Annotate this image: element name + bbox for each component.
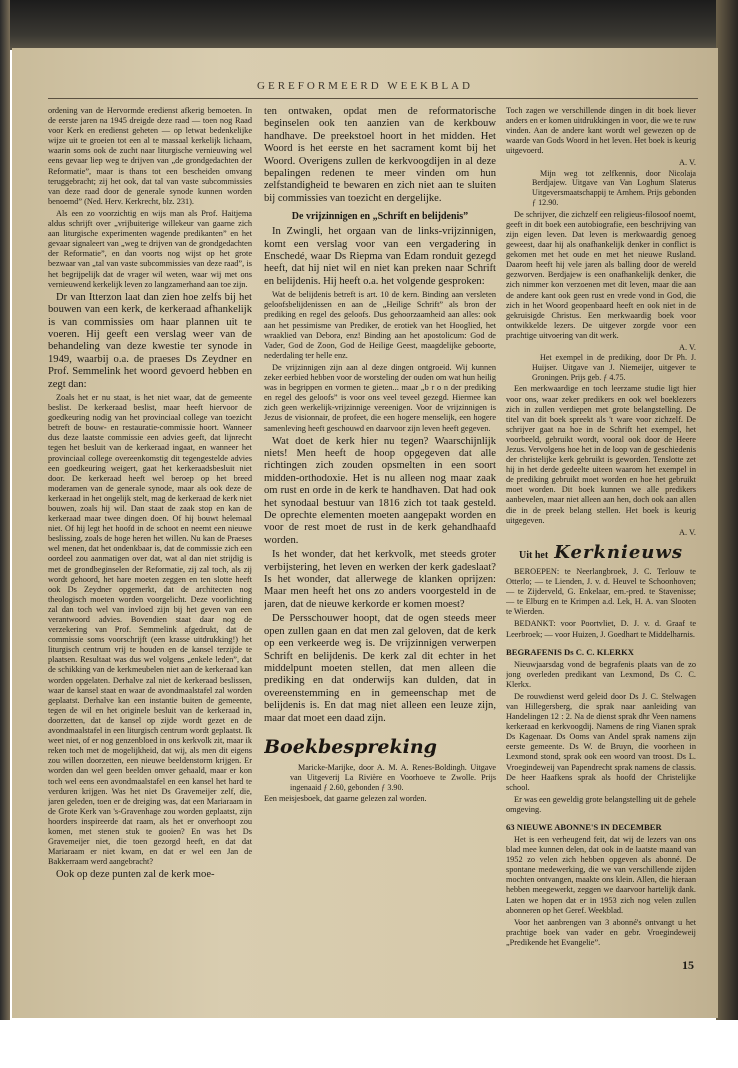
paragraph-large: Ook op deze punten zal de kerk moe- bbox=[56, 869, 215, 881]
scan-border-top bbox=[0, 0, 738, 50]
page-number: 15 bbox=[682, 958, 694, 972]
column-1 bbox=[48, 106, 252, 986]
scan-border-left bbox=[0, 0, 10, 1020]
news-heading: 63 NIEUWE ABONNE'S IN DECEMBER bbox=[506, 822, 662, 833]
paragraph: Het is een verheugend feit, dat wij de lezers van ons blad mee kunnen delen, dat ook in de laatste maand van 1952 zo velen zich hebben opgeven als abonné. De spontane medewerking, die we van verschillende zijden mochten ontvangen, maakte ons klein. Allen, die hieraan hebben meegewerkt, zeggen we daarvoor hartelijk dank. Laten we hopen dat er in 1953 zich nog velen zullen abonneren op het Geref. Weekblad. bbox=[506, 835, 696, 915]
paragraph: BEROEPEN: te Neerlangbroek, J. C. Terlouw te Otterlo; — te Lienden, J. v. d. Heuvel te Schoonhoven; — te Zijderveld, G. Enkelaar, em.-pred. te Stavenisse; — te Elburg en te Krimpen a.d. Lek, H. A. van Slooten te Wierden. bbox=[506, 566, 696, 617]
kerknieuws-title: Kerknieuws bbox=[554, 541, 683, 563]
paragraph: De schrijver, die zichzelf een religieus-filosoof noemt, geeft in dit boek een autobiografie, een beschrijving van zijn eigen leven. Dat leven is merkwaardig genoeg geweest, daar hij als onafhankelijk denker in conflict is gekomen met het oude en met het nieuwe Rusland. Daarom heeft hij vele jaren als balling door de wereld gezworven. Berdjajew is een onafhankelijk denker, die zich nimmer kon verzoenen met dit leven, maar die aan de andere kant ook geen rust en vrede vond in God, die zich in het Woord geopenbaard heeft en ook niet in de gekruisigde Christus. Een merkwaardig boek voor ontwikkelde lezers. De uitgever zorgde voor een prachtige uitvoering van dit werk. bbox=[506, 209, 696, 340]
paragraph: BEDANKT: voor Poortvliet, D. J. v. d. Graaf te Leerbroek; — voor Huizen, J. Goedhart te Middelharnis. bbox=[506, 619, 696, 639]
paragraph-large: De Persschouwer hoopt, dat de ogen steeds meer open zullen gaan en dat men zal geloven, dat de kerk op een verkeerde weg is. De vrijzinnigen verwerpen Schrift en belijdenis. De kerk zal dit echter in het middelpunt moeten stellen, dat men alleen die prediking en dat onderwijs kan dulden, dat in overeenstemming en in gemeenschap met de belijdenis is. En dat mag niet alleen een leuze zijn, maar dat moet een daad zijn. bbox=[264, 613, 496, 724]
newspaper-page bbox=[12, 48, 718, 1018]
paragraph-large: In Zwingli, het orgaan van de links-vrijzinnigen, komt een verslag voor van een vergadering in Enschedé, waar Ds Riepma van Edam ronduit gezegd heeft, dat hij niet wil en niet kan preken naar Schrift en belijdenis. Hij heeft o.a. het volgende gesproken: bbox=[264, 226, 496, 287]
article-heading: De vrijzinnigen en „Schrift en belijdenis” bbox=[291, 211, 469, 223]
signature: A. V. bbox=[679, 158, 696, 168]
scan-border-right bbox=[716, 0, 738, 1020]
paragraph-large: Dr van Itterzon laat dan zien hoe zelfs bij het bouwen van een kerk, de kerkeraad afhankelijk is van commissies om haar plannen uit te voeren. Hij geeft een verslag weer van de behandeling van deze kwestie ter synode in 1949, waarbij o.a. de praeses Ds Zeydner en Prof. Semmelink het woord gevoerd hebben en zegt dan: bbox=[48, 291, 252, 390]
paragraph-large: ten ontwaken, opdat men de reformatorische beginselen ook ten aanzien van de kerkbouw handhave. De preekstoel hoort in het midden. Het Woord is het eerste en het sacrament komt bij het Woord. Overigens zullen de kerkvoogdijen in al deze bepalingen redenen te meer vinden om hun zelfstandigheid te bewaren en zich niet aan te sluiten bij commissies van toezicht en dergelijke. bbox=[264, 106, 496, 204]
column-3 bbox=[506, 106, 696, 986]
paragraph: Een meisjesboek, dat gaarne gelezen zal worden. bbox=[264, 794, 427, 804]
signature: A. V. bbox=[679, 527, 696, 537]
quote-paragraph: Wat de belijdenis betreft is art. 10 de kern. Binding aan versleten geloofsbelijdenissen en aan de „Heilige Schrift” als bron der prediking en regel des geloofs. Dus gehoorzaamheid aan alles: ook aan het pessimisme van Prediker, de erotiek van het Hooglied, het wraaklied van Debora, enz! Binding aan het apostolicum: God de Vader, God de Zoon, God de Heilige Geest, maagdelijke geboorte, nederdaling ter helle enz. bbox=[264, 290, 496, 360]
header-rule bbox=[48, 98, 698, 99]
paragraph: ordening van de Hervormde eredienst afkerig bemoeten. In de eerste jaren na 1945 dreigde deze raad — toen nog Raad voor Kerk en eredienst geheten — op letwat bedenkelijke wijze uit te groeien tot een al te massaal kerkelijk lichaam, waarin soms ook de zucht naar liturgische vernieuwing wel eens gevaar liep weg te drijven van „de grondgedachten der Reformatie”, maar is thans tot een bescheiden omvang teruggebracht; zij het ook, dat tal van vaste subcommissies van deze raad door de generale synode kunnen worden benoemd” (Ned. Herv. Kerkrecht, blz. 231). bbox=[48, 106, 252, 206]
paragraph: De rouwdienst werd geleid door Ds J. C. Stelwagen van Hillegersberg, die sprak naar aanleiding van Handelingen 12 : 2. Na de dienst sprak dhr Veen namens kerkeraad en kerkvoogdij. Namens de ring Vianen sprak Ds Kagenaar. Ds Ooms van Andel sprak namens zijn eerste gemeente. Ds W. de Bruyn, die voorheen in Lexmond stond, sprak ook een woord van troost. Ds L. Vroegindeweij van Papendrecht sprak namens de classis. De heer Haafkens sprak als hoofd der Christelijke school. bbox=[506, 691, 696, 792]
paragraph: Een merkwaardige en toch leerzame studie ligt hier voor ons, waar zeker predikers en ook wel boeklezers zich in zullen verdiepen met grote belangstelling. De titel van dit boek spreekt als 't ware voor zichzelf. De schrijver gaat na hoe in de Schrift het exempel, het voorbeeld, gebruikt wordt, vooral ook door de Heere Jezus. Vervolgens hoe het in de loop van de geschiedenis der christelijke kerk gebruikt is geworden. Tenslotte zet hij in het derde gedeelte uiteen waarom het exempel in de prediking gebruikt moet worden en hoe het gebruikt moet worden. Dit boek kunnen we alle predikers aanbevelen, maar niet alleen aan hen, doch ook aan allen die in de preek belang stellen. Het boek is keurig uitgegeven. bbox=[506, 384, 696, 525]
paragraph: Toch zagen we verschillende dingen in dit boek liever anders en er komen uitdrukkingen in voor, die we te ruw vinden. Aan de andere kant wordt wel gewezen op de waarde van Gods Woord in het leven. Het boek is keurig uitgevoerd. bbox=[506, 106, 696, 156]
quote-paragraph: Zoals het er nu staat, is het niet waar, dat de gemeente beslist. De kerkeraad beslist, maar heeft hiervoor de goedkeuring nodig van het provinciaal college van toezicht betreft de bouw- en restauratie-commissie hoort. Wanneer dus deze laatste commissie een advies geeft, dat lijnrecht tegen het besluit van de kerkeraad ingaat, en wanneer het provinciaal college overeenkomstig dit tegengestelde advies een goedkeuring weigert, gaat het kerkeraadsbesluit niet door. De kerkeraad heeft wel beroep op het breed moderamen van de generale synode, maar als ook deze de kerkeraad in het ongelijk stelt, mag de kerkeraad de kerk niet bouwen, zoals hij wil. Dan staat de zaak stop en kan de kerkeraad maar twee dingen doen. Of hij bouwt helemaal niet. Of hij legt het hoofd in de schoot en neemt een nieuwe beslissing, zoals de hoge heren het willen. Nu kan de Praeses wel menen, dat het ondenkbaar is, dat de commissie zich een oordeel zou aanmatigen over dat, wat al dan niet strijdig is met de grondbeginselen der Reformatie, zij zal toch, als zij wordt gehoord, het hare moeten zeggen en ten slotte heeft ook Ds Zeydner opgemerkt, dat de architecten nog theologisch moeten worden voorgelicht. Deze voorlichting zal dan toch wel van invloed zijn bij het geven van een verantwoord advies. Bovendien staat daar nog de verzekering van Prof. Semmelink afgedrukt, dat de commissie soms voorschrijft (een krasse uitdrukking!) het liturgisch centrum vrij te houden en de kansel terzijde te plaatsen. Resultaat was dus wel volgens „enkele leden”, dat de schikking van de kerkmeubelen niet aan de kerkeraad kan worden opgelaten. Derhalve zal niet de kerkeraad beslissen, waar de kansel staat en waar de avondmaalstafel zal worden geplaatst. Derhalve kan een instantie buiten de gemeente, tegen de wil en het originele besluit van de kerkeraad in, doorzetten, dat de kansel op zijde wordt gezet en de avondmaalstafel in een liturgisch centrum wordt geplaatst. Ik weet niet, of er nog genzenbloed in ons kerkvolk zit, maar ik reken toch met de mogelijkheid, dat wij, als men dit eigens zou willen doorzetten, een nieuwe beeldenstorm krijgen. Er worden dan wel geen beelden omver gehaald, maar er kon toch wel eens een avondmaalstafel en een kansel het hard te verduren krijgen. Was het niet Ds Gravemeijer zelf, die, jaren geleden, toen er de dreiging was, dat een Mariaraam in de Grote Kerk van 's-Gravenhage zou worden geplaatst, zijn hoorders inspireerde dat raam, als het er onverhoopt zou komen, met stenen stuk te gooien? En was het Ds Gravemeijer niet, die toen gezorgd heeft, en dat dat Mariaraam er niet kwam, en dat er wel een Jan de Bakkerraam werd aangebracht? bbox=[48, 392, 252, 867]
paragraph: Er was een geweldig grote belangstelling uit de gehele omgeving. bbox=[506, 794, 696, 814]
kerknieuws-prefix: Uit het bbox=[519, 549, 549, 561]
paragraph: Voor het aanbrengen van 3 abonné's ontvangt u het prachtige boek van vader en gebr. Vroegindeweij „Predikende het Evangelie”. bbox=[506, 917, 696, 947]
running-title: GEREFORMEERD WEEKBLAD bbox=[257, 80, 473, 92]
quote-paragraph: De vrijzinnigen zijn aan al deze dingen ontgroeid. Wij kunnen zeker eerbied hebben voor de worsteling der ouden om wat hun heilig was in begrippen en vormen te gieten... maar „b r o n der prediking en regel des geloofs” is voor ons veel teveel gezegd. Hiermee kan zich geen werkelijk-vrijzinnige vereenigen. Voor de vrijzinnigen is Jezus de visionnair, de profeet, die een hogere menselijk, een hogere samenleving heeft geschouwd en daarvoor zijn leven heeft gegeven. bbox=[264, 362, 496, 433]
kerknieuws-heading bbox=[506, 541, 696, 563]
signature: A. V. bbox=[679, 342, 696, 352]
column-2 bbox=[264, 106, 496, 986]
news-heading: BEGRAFENIS Ds C. C. KLERKX bbox=[506, 646, 634, 657]
section-title-boekbespreking: Boekbespreking bbox=[264, 735, 437, 758]
book-entry: Het exempel in de prediking, door Dr Ph. J. Huijser. Uitgave van J. Niemeijer, uitgever te Groningen. Prijs geb. ƒ 4.75. bbox=[532, 353, 696, 382]
paragraph: Nieuwjaarsdag vond de begrafenis plaats van de zo jong overleden predikant van Lexmond, Ds C. C. Klerkx. bbox=[506, 659, 696, 689]
paragraph: Als een zo voorzichtig en wijs man als Prof. Haitjema aldus schrijft over „vrijbuiterige willekeur van gaarne zich aan liturgische experimenten wagende predikanten” en het gevaar signaleert van „weg te drijven van de grondgedachten der Reformatie”, en dan voorts nog wijst op het grote bezwaar van „tal van vaste subcommissies van deze raad”, is het begrijpelijk dat de vrager wil weten, waar wij met ons vernieuwend kerkelijk leven zo langzamerhand aan toe zijn. bbox=[48, 208, 252, 289]
book-entry: Maricke-Marijke, door A. M. A. Renes-Boldingh. Uitgave van Uitgeverij La Rivière en Voorhoeve te Zwolle. Prijs ingenaaid ƒ 2.60, gebonden ƒ 3.90. bbox=[290, 762, 496, 792]
book-entry: Mijn weg tot zelfkennis, door Nicolaja Berdjajew. Uitgave van Van Loghum Slaterus Uitgeversmaatschappij te Arnhem. Prijs gebonden ƒ 12.90. bbox=[532, 168, 696, 207]
paragraph-large: Is het wonder, dat het kerkvolk, met steeds groter verbijstering, het leven en werken der kerk gadeslaat? Is het wonder, dat allerwege de klanken oprijzen: Maar men heeft het ons zo anders voorgesteld in de jaren, dat de nieuwe kerkorde er komen moest? bbox=[264, 549, 496, 610]
paragraph-large: Wat doet de kerk hier nu tegen? Waarschijnlijk niets! Men heeft de hoop opgegeven dat alle richtingen zich zouden opsmelten in een soort midden-orthodoxie. Het is nu alleen nog maar zaak om rust en orde in de kerk te handhaven. Dat had ook het synodaal bestuur van 1816 zich tot taak gesteld. De oprechte elementen moeten aangepakt worden en voor de rest moet de rust in de kerk gehandhaafd worden. bbox=[264, 435, 496, 546]
